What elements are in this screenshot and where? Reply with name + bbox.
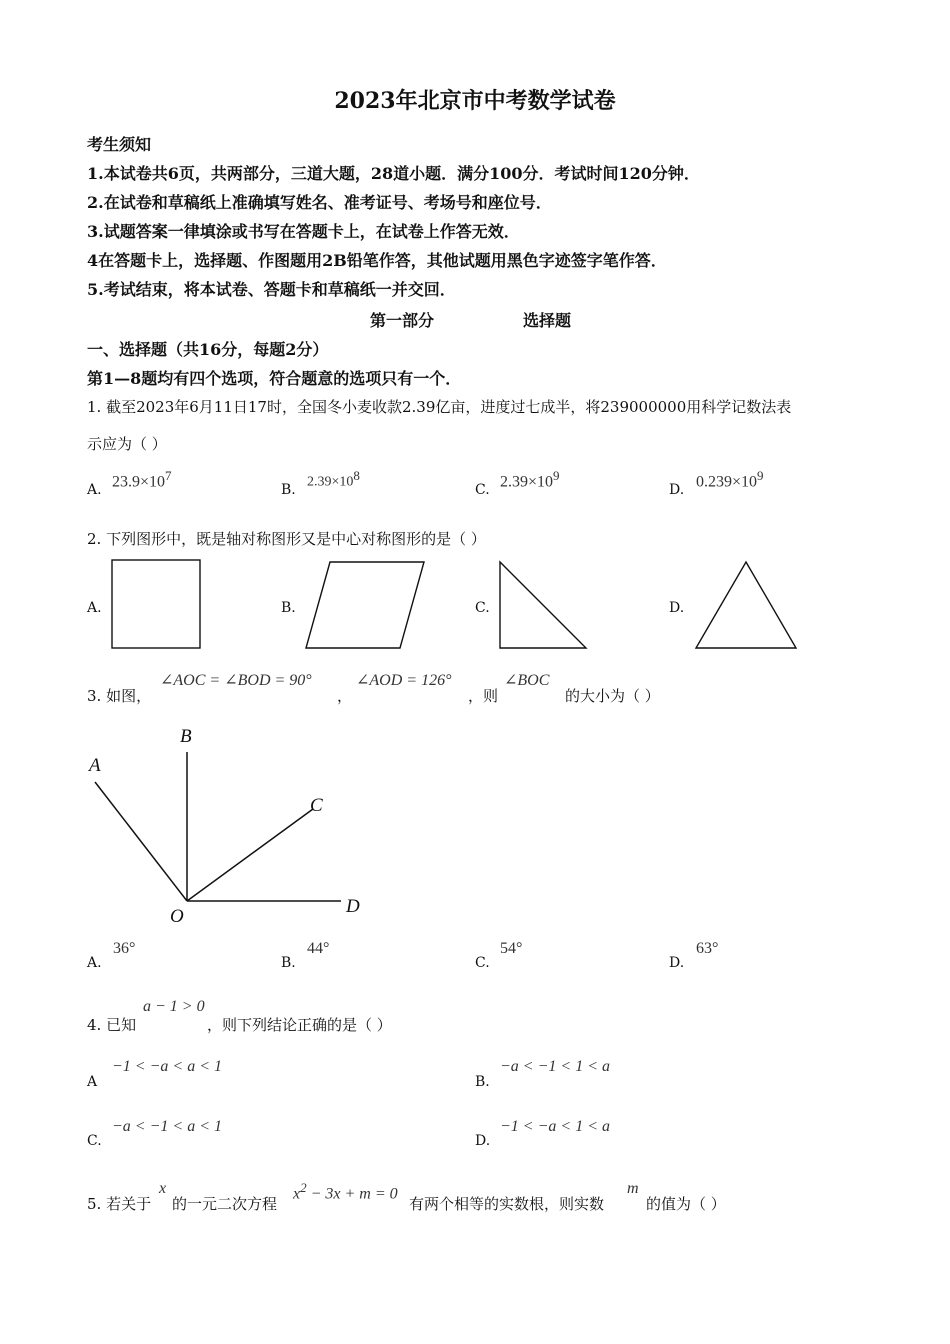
q3-expr-angles-right: ∠AOC = ∠BOD = 90° bbox=[160, 672, 312, 689]
q1-option-b-value: $2.39\times 10^8$ bbox=[307, 468, 360, 490]
q2-equilateral-triangle-figure bbox=[692, 556, 800, 652]
q5-suffix: 的值为（ ） bbox=[646, 1195, 726, 1213]
q1-option-c-value: $2.39\times 10^9$ bbox=[500, 468, 560, 491]
label-o: O bbox=[170, 906, 184, 927]
q1-text-line1: 1. 截至2023年6月11日17时，全国冬小麦收款2.39亿亩，进度过七成半，将239000000用科学记数法表 bbox=[87, 398, 792, 416]
q2-option-b-letter: B. bbox=[281, 600, 296, 616]
q2-text: 2. 下列图形中，既是轴对称图形又是中心对称图形的是（ ） bbox=[87, 530, 486, 548]
label-b: B bbox=[180, 726, 192, 747]
q5-var-x: x bbox=[159, 1180, 167, 1197]
section-heading: 一、选择题（共16分，每题2分） bbox=[87, 340, 329, 359]
q3-prefix: 3. 如图， bbox=[87, 687, 152, 705]
q3-option-d-letter: D. bbox=[669, 955, 685, 971]
q3-option-d-value: 63° bbox=[696, 940, 719, 957]
q3-option-a-letter: A. bbox=[87, 955, 102, 971]
part-name: 第一部分 bbox=[370, 311, 435, 330]
q5-mid1: 的一元二次方程 bbox=[172, 1195, 278, 1213]
q2-option-a-letter: A. bbox=[87, 600, 102, 616]
q1-option-d-letter: D. bbox=[669, 482, 685, 498]
ray-oa bbox=[95, 782, 187, 901]
q3-sep2: ，则 bbox=[468, 687, 499, 705]
q4-expr: a − 1 > 0 bbox=[143, 998, 205, 1015]
notice-heading: 考生须知 bbox=[87, 135, 152, 154]
label-a: A bbox=[89, 755, 101, 776]
q4-option-a-letter: A bbox=[87, 1074, 98, 1090]
q4-prefix: 4. 已知 bbox=[87, 1016, 137, 1034]
label-c: C bbox=[310, 795, 323, 816]
notice-line-5: 5.考试结束，将本试卷、答题卡和草稿纸一并交回． bbox=[87, 280, 456, 299]
page-title: 2023年北京市中考数学试卷 bbox=[334, 88, 616, 114]
q3-expr-angle-aod: ∠AOD = 126° bbox=[356, 672, 452, 689]
q5-var-m: m bbox=[627, 1180, 639, 1197]
q2-option-d-letter: D. bbox=[669, 600, 685, 616]
q3-option-b-value: 44° bbox=[307, 940, 330, 957]
q3-option-c-value: 54° bbox=[500, 940, 523, 957]
label-d: D bbox=[346, 896, 360, 917]
q1-option-c-letter: C. bbox=[475, 482, 490, 498]
q4-option-b-value: −a < −1 < 1 < a bbox=[500, 1058, 610, 1075]
q5-prefix: 5. 若关于 bbox=[87, 1195, 152, 1213]
q4-option-c-letter: C. bbox=[87, 1133, 102, 1149]
q3-expr-angle-boc: ∠BOC bbox=[504, 672, 550, 689]
ray-oc bbox=[187, 809, 313, 901]
q1-option-d-value: $0.239\times 10^9$ bbox=[696, 468, 764, 491]
q1-option-b-letter: B. bbox=[281, 482, 296, 498]
q5-equation: $x^2 - 3x + m = 0$ bbox=[293, 1180, 398, 1203]
q4-option-d-letter: D. bbox=[475, 1133, 491, 1149]
q1-option-a-letter: A. bbox=[87, 482, 102, 498]
q1-text-line2: 示应为（ ） bbox=[87, 435, 167, 453]
notice-line-1: 1.本试卷共6页，共两部分，三道大题，28道小题．满分100分．考试时间120分钟． bbox=[87, 164, 700, 183]
section-instruction: 第1—8题均有四个选项，符合题意的选项只有一个． bbox=[87, 369, 462, 388]
q3-option-a-value: 36° bbox=[113, 940, 136, 957]
q2-option-c-letter: C. bbox=[475, 600, 490, 616]
q3-suffix: 的大小为（ ） bbox=[565, 687, 660, 705]
q3-option-b-letter: B. bbox=[281, 955, 296, 971]
q4-option-d-value: −1 < −a < 1 < a bbox=[500, 1118, 610, 1135]
q2-square-figure bbox=[108, 556, 204, 652]
q4-option-c-value: −a < −1 < a < 1 bbox=[112, 1118, 222, 1135]
q1-option-a-value: $23.9\times 10^7$ bbox=[112, 468, 172, 491]
q4-suffix: ，则下列结论正确的是（ ） bbox=[207, 1016, 392, 1034]
q3-option-c-letter: C. bbox=[475, 955, 490, 971]
q2-right-triangle-figure bbox=[496, 556, 592, 652]
notice-line-3: 3.试题答案一律填涂或书写在答题卡上，在试卷上作答无效． bbox=[87, 222, 520, 241]
notice-line-4: 4在答题卡上，选择题、作图题用2B铅笔作答，其他试题用黑色字迹签字笔作答． bbox=[87, 251, 667, 270]
q2-parallelogram-figure bbox=[300, 556, 430, 652]
q3-angle-figure bbox=[80, 722, 380, 932]
q4-option-a-value: −1 < −a < a < 1 bbox=[112, 1058, 222, 1075]
q5-mid2: 有两个相等的实数根，则实数 bbox=[409, 1195, 605, 1213]
part-type: 选择题 bbox=[523, 311, 572, 330]
q3-sep1: ， bbox=[337, 687, 353, 705]
notice-line-2: 2.在试卷和草稿纸上准确填写姓名、准考证号、考场号和座位号． bbox=[87, 193, 552, 212]
q4-option-b-letter: B. bbox=[475, 1074, 490, 1090]
